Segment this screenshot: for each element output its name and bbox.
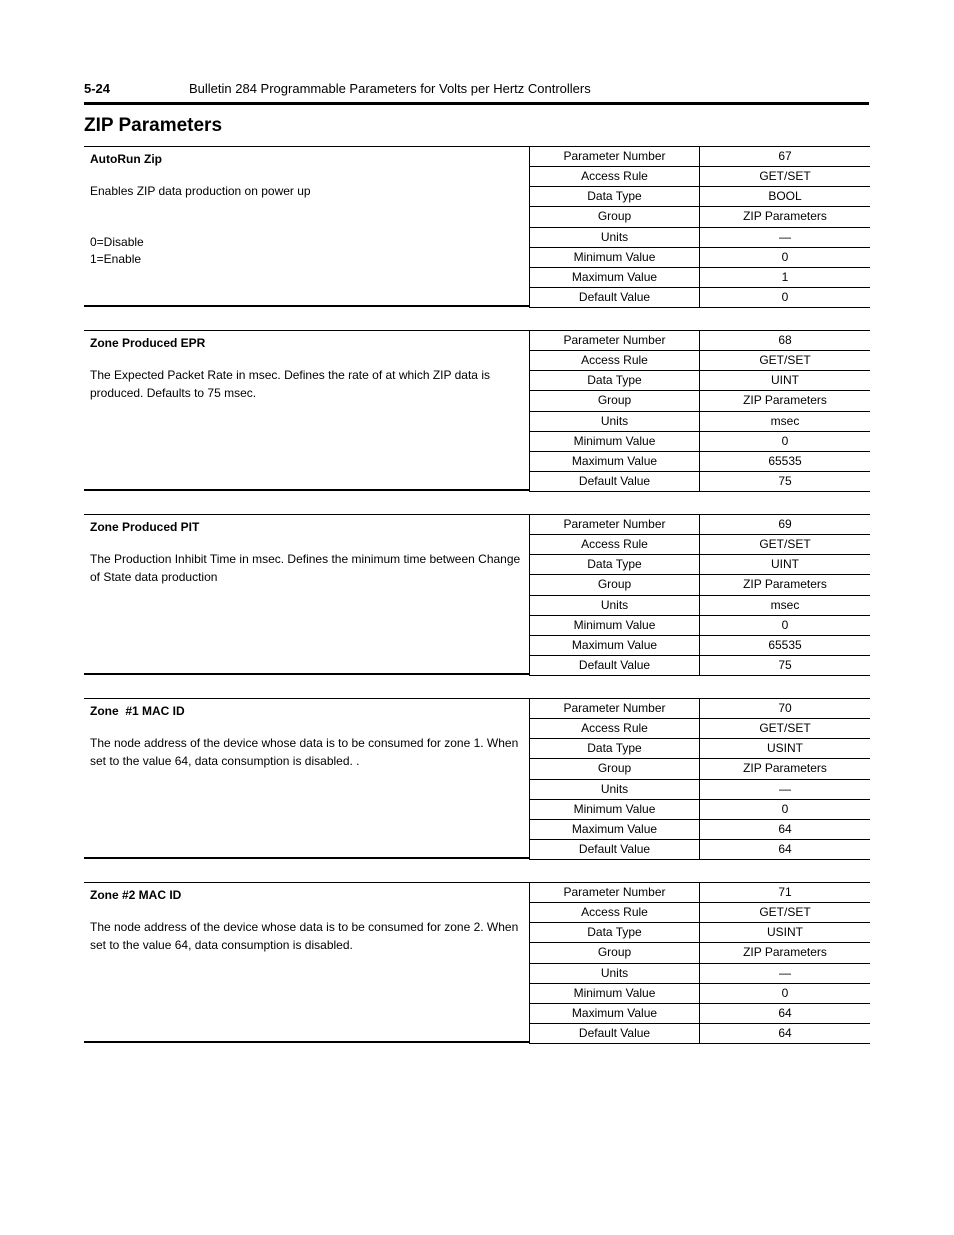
attribute-label: Minimum Value bbox=[530, 799, 700, 819]
parameter-description-text: The node address of the device whose data is to be consumed for zone 2. When set to the value 64, data consumption is disabled. bbox=[90, 920, 519, 952]
attribute-value: 75 bbox=[700, 471, 871, 491]
parameter-description-text: The node address of the device whose data is to be consumed for zone 1. When set to the value 64, data consumption is disabled. . bbox=[90, 736, 519, 768]
attribute-label: Units bbox=[530, 595, 700, 615]
attribute-value: 65535 bbox=[700, 635, 871, 655]
table-row bbox=[530, 719, 871, 739]
parameter-name: Zone #2 MAC ID bbox=[90, 888, 182, 902]
attribute-value: ZIP Parameters bbox=[700, 943, 871, 963]
attribute-label: Data Type bbox=[530, 555, 700, 575]
attribute-label: Maximum Value bbox=[530, 635, 700, 655]
attribute-value: USINT bbox=[700, 923, 871, 943]
attribute-label: Parameter Number bbox=[530, 331, 700, 351]
table-row bbox=[530, 331, 871, 351]
table-row bbox=[530, 983, 871, 1003]
attribute-label: Units bbox=[530, 411, 700, 431]
attribute-label: Parameter Number bbox=[530, 699, 700, 719]
attribute-label: Default Value bbox=[530, 287, 700, 307]
attribute-value: ZIP Parameters bbox=[700, 391, 871, 411]
attribute-value: 0 bbox=[700, 799, 871, 819]
table-row bbox=[530, 391, 871, 411]
attribute-label: Parameter Number bbox=[530, 515, 700, 535]
attribute-value: 0 bbox=[700, 287, 871, 307]
attribute-label: Access Rule bbox=[530, 535, 700, 555]
table-row bbox=[530, 147, 871, 167]
attribute-value: 70 bbox=[700, 699, 871, 719]
table-row bbox=[530, 535, 871, 555]
section-title: ZIP Parameters bbox=[84, 115, 223, 136]
parameter-block bbox=[84, 514, 870, 676]
attribute-label: Units bbox=[530, 227, 700, 247]
attribute-label: Units bbox=[530, 779, 700, 799]
table-row bbox=[530, 187, 871, 207]
attribute-value: 71 bbox=[700, 883, 871, 903]
attribute-value: — bbox=[700, 227, 871, 247]
parameter-option: 0=Disable bbox=[90, 235, 144, 249]
parameter-description bbox=[84, 330, 529, 491]
attribute-label: Group bbox=[530, 575, 700, 595]
attribute-label: Units bbox=[530, 963, 700, 983]
attribute-value: 65535 bbox=[700, 451, 871, 471]
attribute-label: Maximum Value bbox=[530, 1003, 700, 1023]
table-row bbox=[530, 471, 871, 491]
attribute-value: — bbox=[700, 779, 871, 799]
attribute-value: 68 bbox=[700, 331, 871, 351]
attribute-label: Access Rule bbox=[530, 903, 700, 923]
attribute-value: ZIP Parameters bbox=[700, 207, 871, 227]
table-row bbox=[530, 759, 871, 779]
table-row bbox=[530, 575, 871, 595]
parameter-block bbox=[84, 698, 870, 860]
attribute-label: Parameter Number bbox=[530, 883, 700, 903]
table-row bbox=[530, 779, 871, 799]
parameter-description bbox=[84, 514, 529, 675]
attribute-label: Minimum Value bbox=[530, 615, 700, 635]
attribute-value: 1 bbox=[700, 267, 871, 287]
attribute-label: Parameter Number bbox=[530, 147, 700, 167]
attribute-value: 64 bbox=[700, 819, 871, 839]
table-row bbox=[530, 903, 871, 923]
table-row bbox=[530, 267, 871, 287]
table-row bbox=[530, 287, 871, 307]
table-row bbox=[530, 635, 871, 655]
parameter-name: Zone Produced PIT bbox=[90, 520, 200, 534]
parameter-description-text: The Production Inhibit Time in msec. Defines the minimum time between Change of State data production bbox=[90, 552, 521, 584]
attribute-value: 0 bbox=[700, 615, 871, 635]
attribute-value: 75 bbox=[700, 655, 871, 675]
attribute-label: Minimum Value bbox=[530, 247, 700, 267]
attribute-value: BOOL bbox=[700, 187, 871, 207]
attribute-value: GET/SET bbox=[700, 535, 871, 555]
attribute-label: Maximum Value bbox=[530, 819, 700, 839]
attribute-label: Access Rule bbox=[530, 351, 700, 371]
attribute-value: ZIP Parameters bbox=[700, 575, 871, 595]
attribute-label: Group bbox=[530, 943, 700, 963]
attribute-value: 0 bbox=[700, 431, 871, 451]
table-row bbox=[530, 963, 871, 983]
attribute-label: Group bbox=[530, 759, 700, 779]
attribute-value: 64 bbox=[700, 1023, 871, 1043]
page-number: 5-24 bbox=[84, 81, 111, 96]
table-row bbox=[530, 943, 871, 963]
table-row bbox=[530, 411, 871, 431]
table-row bbox=[530, 555, 871, 575]
attribute-value: UINT bbox=[700, 371, 871, 391]
attribute-value: 64 bbox=[700, 839, 871, 859]
attribute-value: — bbox=[700, 963, 871, 983]
parameter-options bbox=[90, 234, 144, 268]
parameter-attributes-table bbox=[529, 698, 870, 860]
parameter-description-text: The Expected Packet Rate in msec. Defines the rate of at which ZIP data is produced. Defaults to 75 msec. bbox=[90, 368, 490, 400]
attribute-label: Default Value bbox=[530, 839, 700, 859]
attribute-value: UINT bbox=[700, 555, 871, 575]
table-row bbox=[530, 351, 871, 371]
attribute-label: Data Type bbox=[530, 371, 700, 391]
attribute-value: GET/SET bbox=[700, 719, 871, 739]
attribute-label: Default Value bbox=[530, 471, 700, 491]
attribute-label: Maximum Value bbox=[530, 267, 700, 287]
parameter-block bbox=[84, 330, 870, 492]
table-row bbox=[530, 699, 871, 719]
table-row bbox=[530, 615, 871, 635]
attribute-value: 0 bbox=[700, 247, 871, 267]
attribute-value: 64 bbox=[700, 1003, 871, 1023]
attribute-value: USINT bbox=[700, 739, 871, 759]
attribute-value: GET/SET bbox=[700, 351, 871, 371]
attribute-label: Data Type bbox=[530, 739, 700, 759]
attribute-label: Default Value bbox=[530, 1023, 700, 1043]
table-row bbox=[530, 799, 871, 819]
table-row bbox=[530, 451, 871, 471]
parameter-description bbox=[84, 882, 529, 1043]
table-row bbox=[530, 167, 871, 187]
attribute-label: Access Rule bbox=[530, 167, 700, 187]
attribute-value: ZIP Parameters bbox=[700, 759, 871, 779]
attribute-label: Data Type bbox=[530, 923, 700, 943]
table-row bbox=[530, 655, 871, 675]
table-row bbox=[530, 839, 871, 859]
document-title: Bulletin 284 Programmable Parameters for Volts per Hertz Controllers bbox=[189, 81, 591, 96]
parameter-description-text: Enables ZIP data production on power up bbox=[90, 184, 311, 198]
parameter-attributes-table bbox=[529, 146, 870, 308]
attribute-label: Group bbox=[530, 207, 700, 227]
attribute-label: Group bbox=[530, 391, 700, 411]
attribute-label: Access Rule bbox=[530, 719, 700, 739]
table-row bbox=[530, 1023, 871, 1043]
table-row bbox=[530, 371, 871, 391]
table-row bbox=[530, 739, 871, 759]
table-row bbox=[530, 207, 871, 227]
parameter-attributes-table bbox=[529, 882, 870, 1044]
parameter-option: 1=Enable bbox=[90, 252, 142, 266]
table-row bbox=[530, 883, 871, 903]
attribute-label: Minimum Value bbox=[530, 983, 700, 1003]
parameter-name: Zone #1 MAC ID bbox=[90, 704, 185, 718]
table-row bbox=[530, 431, 871, 451]
parameter-block bbox=[84, 882, 870, 1044]
table-row bbox=[530, 595, 871, 615]
parameter-attributes-table bbox=[529, 514, 870, 676]
attribute-value: 0 bbox=[700, 983, 871, 1003]
table-row bbox=[530, 247, 871, 267]
parameter-description bbox=[84, 698, 529, 859]
table-row bbox=[530, 1003, 871, 1023]
parameter-attributes-table bbox=[529, 330, 870, 492]
attribute-label: Maximum Value bbox=[530, 451, 700, 471]
attribute-value: 69 bbox=[700, 515, 871, 535]
table-row bbox=[530, 819, 871, 839]
page-header bbox=[84, 80, 869, 105]
attribute-value: GET/SET bbox=[700, 167, 871, 187]
table-row bbox=[530, 515, 871, 535]
attribute-label: Default Value bbox=[530, 655, 700, 675]
table-row bbox=[530, 923, 871, 943]
attribute-value: GET/SET bbox=[700, 903, 871, 923]
attribute-label: Data Type bbox=[530, 187, 700, 207]
attribute-value: 67 bbox=[700, 147, 871, 167]
parameter-name: Zone Produced EPR bbox=[90, 336, 206, 350]
table-row bbox=[530, 227, 871, 247]
attribute-label: Minimum Value bbox=[530, 431, 700, 451]
attribute-value: msec bbox=[700, 411, 871, 431]
parameter-name: AutoRun Zip bbox=[90, 152, 162, 166]
attribute-value: msec bbox=[700, 595, 871, 615]
parameter-block bbox=[84, 146, 870, 308]
parameter-description bbox=[84, 146, 529, 307]
